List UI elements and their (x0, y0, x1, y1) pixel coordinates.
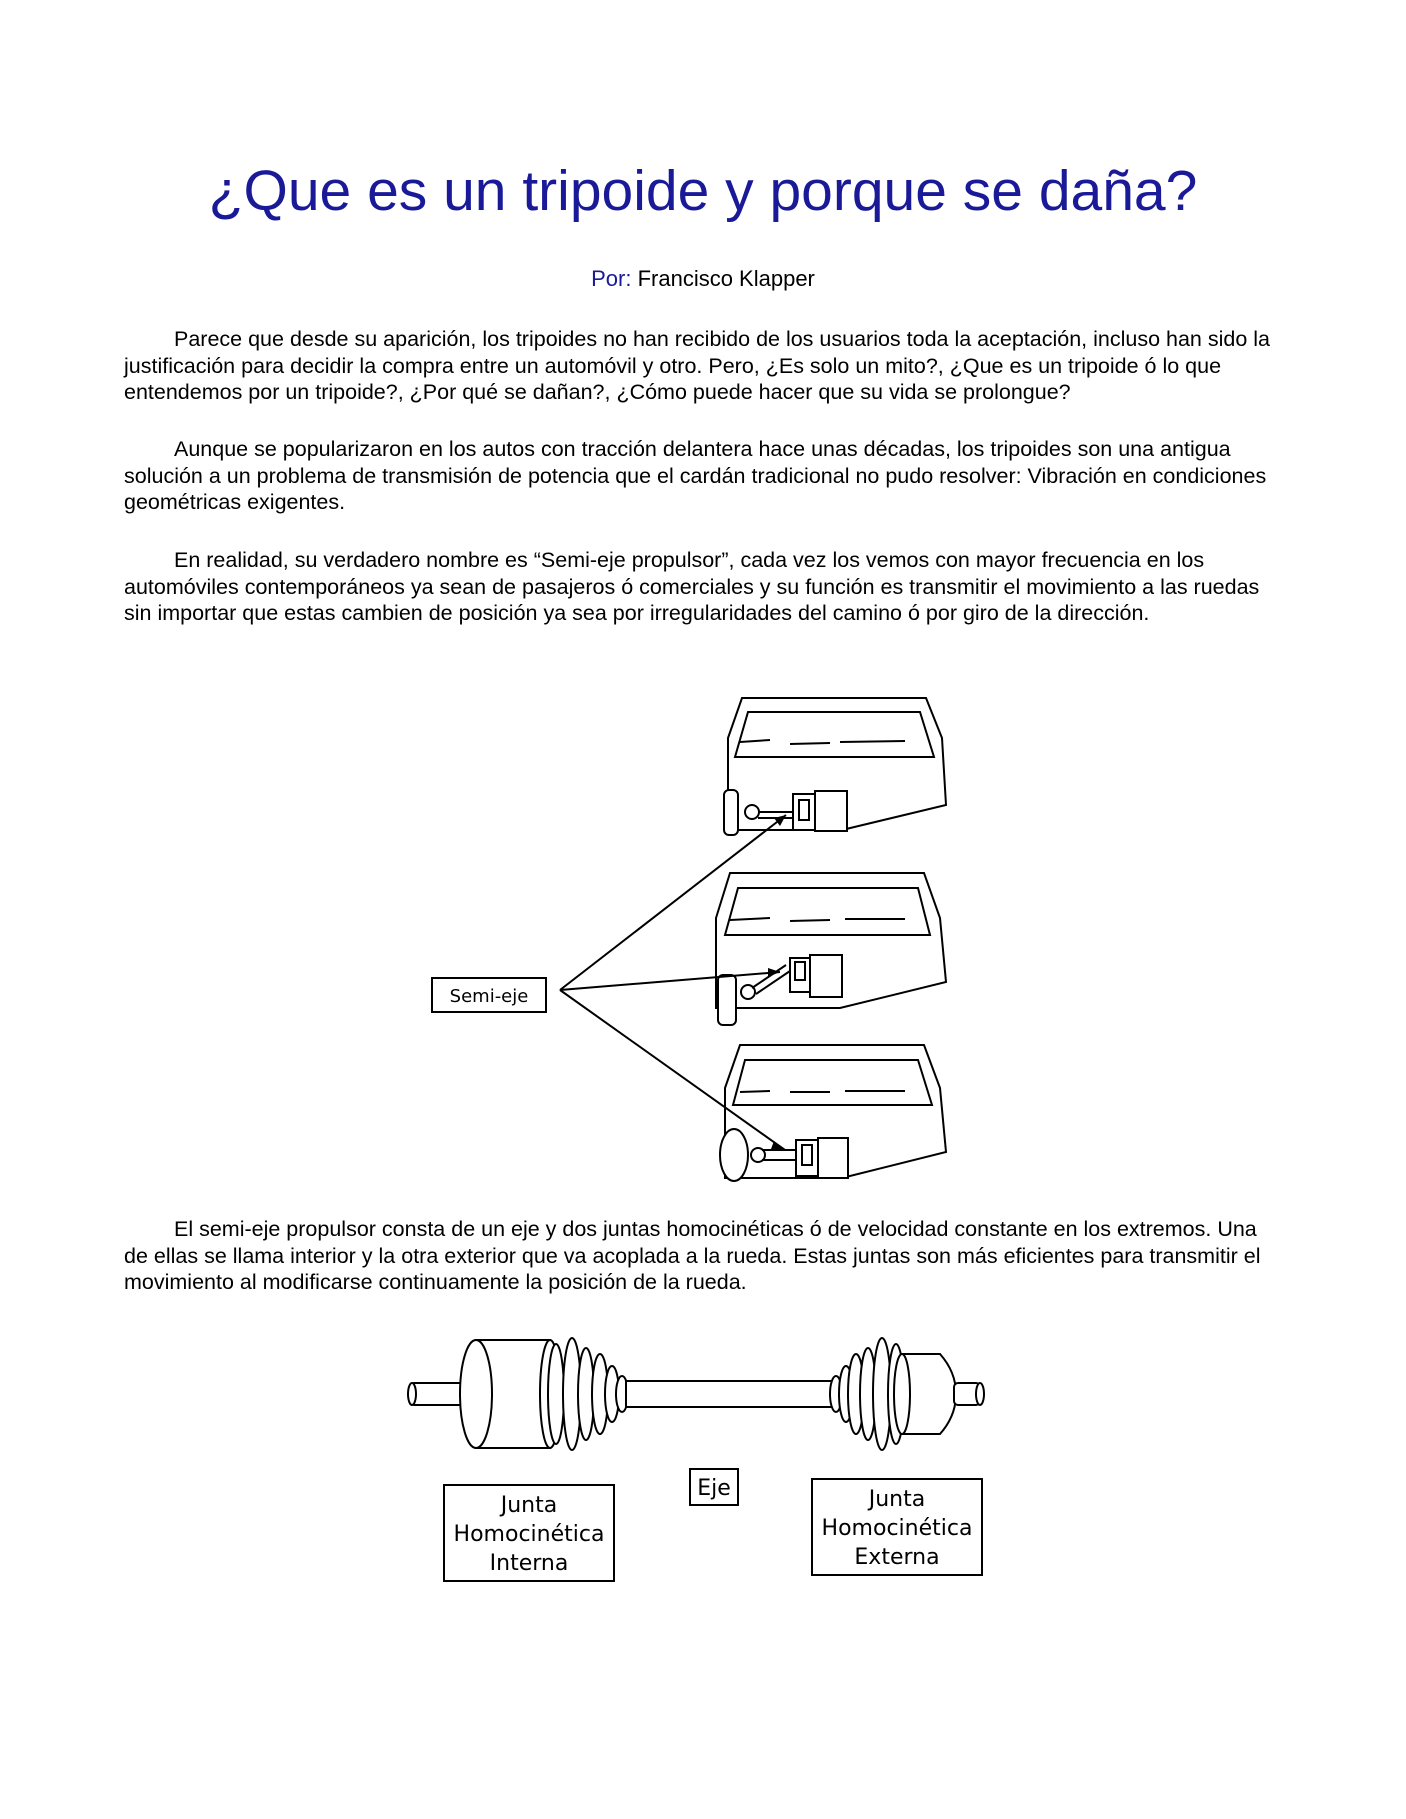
semi-eje-label: Semi-eje (449, 986, 529, 1007)
inner-joint-label-line-1: Junta (500, 1493, 558, 1518)
inner-joint-label-line-3: Interna (489, 1551, 569, 1576)
outer-boot (830, 1338, 904, 1450)
page-title: ¿Que es un tripoide y porque se daña? (208, 159, 1198, 223)
byline-author: Francisco Klapper (637, 266, 815, 291)
outer-joint-label-line-2: Homocinética (821, 1516, 973, 1541)
paragraph-definition: En realidad, su verdadero nombre es “Semi-eje propulsor”, cada vez los vemos con mayor frecuencia en los automóviles contemporáneos ya sean de pasajeros ó comerciales y su función es transmitir el movimiento a las ruedas sin importar que estas cambien de posición ya sea por irregularidades del camino ó por giro de la dirección. (124, 548, 1260, 625)
inner-boot (548, 1338, 628, 1450)
axle-shaft (626, 1381, 836, 1407)
paragraph-history: Aunque se popularizaron en los autos con tracción delantera hace unas décadas, los tripoides son una antigua solución a un problema de transmisión de potencia que el cardán tradicional no pudo resolver: Vibración en condiciones geométricas exigentes. (124, 437, 1267, 514)
outer-joint-body (894, 1354, 956, 1434)
paragraph-intro: Parece que desde su aparición, los tripoides no han recibido de los usuarios toda la aceptación, incluso han sido la justificación para decidir la compra entre un automóvil y otro. Pero, ¿Es solo un mito?, ¿Que es un tripoide ó lo que entendemos por un tripoide?, ¿Por qué se dañan?, ¿Cómo puede hacer que su vida se prolongue? (124, 327, 1271, 404)
outer-joint-label-line-3: Externa (854, 1545, 940, 1570)
paragraph-components: El semi-eje propulsor consta de un eje y dos juntas homocinéticas ó de velocidad constante en los extremos. Una de ellas se llama interior y la otra exterior que va acoplada a la rueda. Estas juntas son más eficientes para transmitir el movimiento al modificarse continuamente la posición de la rueda. (124, 1217, 1261, 1294)
inner-joint-label-line-2: Homocinética (453, 1522, 605, 1547)
outer-joint-label-line-1: Junta (868, 1487, 926, 1512)
inner-joint-body (460, 1340, 560, 1448)
byline-label: Por: (591, 266, 632, 291)
axle-label: Eje (697, 1476, 731, 1501)
